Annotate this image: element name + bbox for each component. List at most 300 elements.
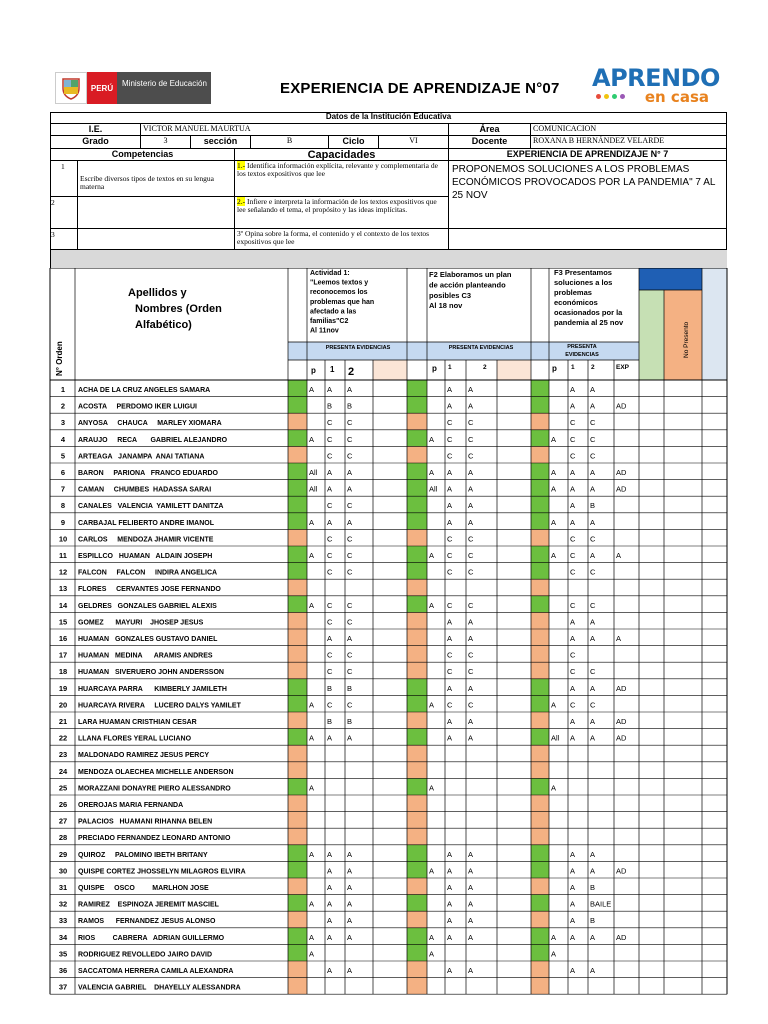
row-4-g3-0: A: [551, 434, 557, 444]
row-4-g3-2: C: [590, 434, 596, 444]
row-20-g2-2: C: [468, 700, 474, 710]
row-16-g1-1: A: [327, 634, 333, 643]
row-4-g2-1: C: [447, 434, 453, 444]
row-1-g2-2: A: [468, 385, 474, 394]
act3-evid-l2: EVIDENCIAS: [565, 352, 599, 358]
row-15-g1-2: C: [347, 617, 353, 627]
orange-cell-17-2: [407, 646, 427, 663]
row-12-g1-1: C: [327, 567, 333, 577]
nombres-header-l1: Apellidos y: [128, 287, 187, 299]
area-label: Área: [449, 124, 531, 136]
coat-of-arms-icon: [55, 72, 87, 104]
orange-cell-23-3: [531, 745, 549, 762]
row-14-g3-2: C: [590, 600, 596, 610]
ciclo-value: VI: [379, 136, 449, 149]
orange-cell-16-3: [531, 629, 549, 646]
orange-cell-36-1: [288, 961, 307, 978]
minedu-logo: [55, 72, 211, 104]
logo-line1: APRENDO: [592, 64, 720, 92]
row-30-g2-1: A: [447, 866, 453, 876]
row-30-g3-1: A: [570, 866, 576, 876]
row-22-name: LLANA FLORES YERAL LUCIANO: [78, 735, 192, 743]
act3-line-1: soluciones a los: [554, 278, 613, 287]
orange-cell-28-2: [407, 828, 427, 845]
row-17-num: 17: [58, 650, 68, 660]
row-25-num: 25: [58, 783, 68, 793]
row-28-name: PRECIADO FERNANDEZ LEONARD ANTONIO: [78, 835, 231, 843]
row-26-num: 26: [58, 800, 68, 809]
orange-cell-31-1: [288, 878, 307, 895]
comp-num-1: 1: [51, 161, 78, 197]
row-19-g3-1: A: [570, 683, 576, 693]
row-31-g2-1: A: [447, 883, 453, 892]
row-2-g2-1: A: [447, 401, 453, 411]
row-6-g2-0: A: [429, 468, 435, 477]
act3-evid-l1: PRESENTA: [567, 344, 597, 350]
act3-sub-2: 2: [591, 364, 595, 371]
row-16-g2-2: A: [468, 634, 474, 643]
row-32-g2-1: A: [447, 899, 453, 909]
row-6-g3-1: A: [570, 468, 576, 477]
orange-cell-18-2: [407, 662, 427, 679]
row-2-g3-2: A: [590, 401, 596, 411]
act3-line-2: problemas: [554, 288, 592, 297]
row-33-g1-2: A: [347, 916, 353, 926]
institution-section-title: Datos de la Institución Educativa: [51, 113, 727, 124]
row-15-g2-1: A: [447, 617, 453, 627]
row-7-g3-2: A: [590, 484, 596, 494]
row-29-g2-2: A: [468, 849, 474, 859]
act1-line-6: Al 11nov: [310, 327, 339, 335]
competencia-empty-3: [78, 229, 235, 250]
row-37-num: 37: [58, 982, 68, 992]
orange-cell-33-2: [407, 911, 427, 928]
row-20-g2-0: A: [429, 700, 435, 710]
row-33-g1-1: A: [327, 916, 333, 926]
row-11-g2-0: A: [429, 551, 435, 560]
logo-dots-icon: [596, 94, 636, 100]
row-34-g3-2: A: [590, 932, 596, 942]
orange-cell-5-1: [288, 446, 307, 463]
row-36-num: 36: [58, 966, 68, 975]
orange-cell-17-1: [288, 646, 307, 663]
separator-band: [51, 250, 727, 268]
act2-sub-2: 2: [483, 364, 487, 371]
row-9-g1-2: A: [347, 517, 353, 527]
row-32-g3-2: BAILE: [590, 899, 612, 909]
row-13-name: FLORES CERVANTES JOSE FERNANDO: [78, 586, 221, 594]
row-21-g3-3: AD: [616, 717, 627, 726]
row-3-g2-2: C: [468, 418, 474, 428]
row-34-g1-2: A: [347, 932, 353, 942]
row-27-name: PALACIOS HUAMANI RIHANNA BELEN: [78, 818, 213, 826]
act1-line-5: familias"C2: [310, 318, 349, 325]
row-5-g2-2: C: [468, 451, 474, 461]
row-4-g1-0: A: [309, 434, 315, 444]
row-36-g3-1: A: [570, 966, 576, 975]
row-18-g2-2: C: [468, 667, 474, 677]
row-7-name: CAMAN CHUMBES HADASSA SARAI: [78, 486, 212, 494]
row-14-g2-1: C: [447, 600, 453, 610]
orden-header: N° Orden: [55, 341, 64, 376]
row-18-g3-1: C: [570, 667, 576, 677]
green-band-1: [288, 380, 307, 994]
summary-blue-col: [702, 268, 727, 380]
capacidades-header: Capacidades: [235, 149, 449, 161]
row-30-g1-2: A: [347, 866, 353, 876]
row-34-g1-0: A: [309, 932, 315, 942]
row-15-name: GOMEZ MAYURI JHOSEP JESUS: [78, 619, 204, 627]
row-11-name: ESPILLCO HUAMAN ALDAIN JOSEPH: [78, 553, 213, 560]
row-22-g3-2: A: [590, 733, 596, 743]
row-5-g3-2: C: [590, 451, 596, 461]
row-8-g2-1: A: [447, 501, 453, 511]
row-4-num: 4: [60, 434, 66, 444]
act1-sub-1: 1: [330, 365, 335, 374]
row-32-g3-1: A: [570, 899, 576, 909]
row-5-g2-1: C: [447, 451, 453, 461]
row-29-g1-2: A: [347, 849, 353, 859]
orange-cell-18-3: [531, 662, 549, 679]
aprendo-en-casa-logo: [592, 64, 720, 106]
act1-sub-2: 2: [348, 366, 355, 378]
orange-cell-15-1: [288, 612, 307, 629]
area-value: COMUNICACION: [531, 124, 727, 136]
row-11-g1-2: C: [347, 551, 353, 560]
row-12-g3-2: C: [590, 567, 596, 577]
row-8-g3-1: A: [570, 501, 576, 511]
row-17-g2-1: C: [447, 650, 453, 660]
row-20-name: HUARCAYA RIVERA LUCERO DALYS YAMILET: [78, 702, 241, 710]
row-5-g3-1: C: [570, 451, 576, 461]
row-18-g2-1: C: [447, 667, 453, 677]
row-24-num: 24: [58, 766, 68, 776]
row-6-g2-1: A: [447, 468, 453, 477]
orange-cell-28-1: [288, 828, 307, 845]
row-34-g3-0: A: [551, 932, 557, 942]
act1-line-4: afectado a las: [310, 308, 357, 316]
capacidad-2-num: 2.-: [237, 197, 246, 206]
orange-cell-10-3: [531, 529, 549, 546]
act2-sub-peach: [497, 360, 531, 380]
row-14-g2-2: C: [468, 600, 474, 610]
row-11-g2-1: C: [447, 551, 453, 560]
row-11-g1-1: C: [327, 551, 333, 560]
experiencia-empty: [449, 229, 727, 250]
orange-cell-36-2: [407, 961, 427, 978]
row-16-g2-1: A: [447, 634, 453, 643]
row-35-name: RODRIGUEZ REVOLLEDO JAIRO DAVID: [78, 951, 213, 959]
row-13-num: 13: [58, 584, 68, 594]
row-35-num: 35: [58, 949, 68, 959]
summary-blue-header: [639, 268, 702, 290]
row-15-num: 15: [58, 617, 68, 627]
row-1-name: ACHA DE LA CRUZ ANGELES SAMARA: [78, 387, 211, 394]
row-2-g2-2: A: [468, 401, 474, 411]
row-7-g2-0: All: [429, 484, 438, 494]
row-11-g3-0: A: [551, 551, 557, 560]
act1-line-3: problemas que han: [310, 298, 375, 306]
row-17-g3-1: C: [570, 650, 576, 660]
row-19-g3-2: A: [590, 683, 596, 693]
row-20-g3-2: C: [590, 700, 596, 710]
row-34-g2-0: A: [429, 932, 435, 942]
row-10-g3-2: C: [590, 534, 596, 544]
act2-line-0: F2 Elaboramos un plan: [429, 270, 512, 279]
row-19-g2-1: A: [447, 683, 453, 693]
row-25-g2-0: A: [429, 783, 435, 793]
row-30-g2-2: A: [468, 866, 474, 876]
row-17-g1-2: C: [347, 650, 353, 660]
row-31-g1-1: A: [327, 883, 333, 892]
row-19-g1-1: B: [327, 683, 333, 693]
ministry-label: Ministerio de Educación: [117, 72, 211, 104]
orange-cell-15-3: [531, 612, 549, 629]
row-4-g1-2: C: [347, 434, 353, 444]
orange-cell-23-2: [407, 745, 427, 762]
row-19-g2-2: A: [468, 683, 474, 693]
competencia-empty-2: [78, 197, 235, 229]
row-7-g3-0: A: [551, 484, 557, 494]
orange-cell-37-2: [407, 978, 427, 995]
row-31-g2-2: A: [468, 883, 474, 892]
row-3-name: ANYOSA CHAUCA MARLEY XIOMARA: [78, 420, 222, 428]
row-8-g3-2: B: [590, 501, 596, 511]
row-3-g2-1: C: [447, 418, 453, 428]
row-29-g1-1: A: [327, 849, 333, 859]
row-1-g3-1: A: [570, 385, 576, 394]
act2-sub-p: p: [432, 364, 437, 373]
row-33-g3-2: B: [590, 916, 596, 926]
row-12-g3-1: C: [570, 567, 576, 577]
row-22-g1-2: A: [347, 733, 353, 743]
orange-cell-36-3: [531, 961, 549, 978]
row-31-g3-1: A: [570, 883, 576, 892]
orange-cell-24-3: [531, 762, 549, 779]
row-33-g2-2: A: [468, 916, 474, 926]
row-21-num: 21: [58, 717, 68, 726]
row-35-g3-0: A: [551, 949, 557, 959]
row-22-g3-1: A: [570, 733, 576, 743]
row-15-g3-1: A: [570, 617, 576, 627]
row-29-name: QUIROZ PALOMINO IBETH BRITANY: [78, 851, 208, 859]
row-29-g3-2: A: [590, 849, 596, 859]
orange-cell-13-2: [407, 579, 427, 596]
row-20-g1-0: A: [309, 700, 315, 710]
row-12-name: FALCON FALCON INDIRA ANGELICA: [78, 569, 218, 577]
seccion-label: sección: [191, 136, 251, 149]
row-6-name: BARON PARIONA FRANCO EDUARDO: [78, 470, 218, 477]
row-9-g3-2: A: [590, 517, 596, 527]
row-29-num: 29: [58, 849, 68, 859]
row-9-g2-1: A: [447, 517, 453, 527]
row-30-g1-1: A: [327, 866, 333, 876]
orange-cell-26-2: [407, 795, 427, 812]
row-14-g3-1: C: [570, 600, 576, 610]
orange-cell-26-1: [288, 795, 307, 812]
orange-cell-24-2: [407, 762, 427, 779]
row-32-g2-2: A: [468, 899, 474, 909]
act3-sub-exp: EXP: [616, 364, 630, 371]
row-34-num: 34: [58, 932, 68, 942]
row-2-g3-1: A: [570, 401, 576, 411]
row-11-g3-1: C: [570, 551, 576, 560]
page-title: EXPERIENCIA DE APRENDIZAJE N°07: [280, 80, 560, 97]
act2-sub-1: 1: [448, 364, 452, 371]
act2-line-1: de acción planteando: [429, 280, 506, 290]
row-1-g3-2: A: [590, 385, 596, 394]
row-2-g1-1: B: [327, 401, 333, 411]
row-5-name: ARTEAGA JANAMPA ANAI TATIANA: [78, 453, 205, 461]
summary-green-col: [639, 290, 664, 380]
row-35-g2-0: A: [429, 949, 435, 959]
orange-cell-24-1: [288, 762, 307, 779]
row-29-g3-1: A: [570, 849, 576, 859]
orange-cell-21-2: [407, 712, 427, 729]
row-5-g1-1: C: [327, 451, 333, 461]
capacidad-1: [235, 161, 449, 197]
row-33-g3-1: A: [570, 916, 576, 926]
row-19-g3-3: AD: [616, 683, 627, 693]
row-11-g3-3: A: [616, 551, 622, 560]
row-17-name: HUAMAN MEDINA ARAMIS ANDRES: [78, 652, 213, 660]
orange-cell-10-2: [407, 529, 427, 546]
seccion-value: B: [251, 136, 329, 149]
row-1-num: 1: [60, 385, 66, 394]
row-34-g3-1: A: [570, 932, 576, 942]
grado-label: Grado: [51, 136, 141, 149]
orange-cell-3-1: [288, 413, 307, 430]
row-5-num: 5: [60, 451, 66, 461]
row-15-g2-2: A: [468, 617, 474, 627]
row-19-num: 19: [58, 683, 68, 693]
row-14-name: GELDRES GONZALES GABRIEL ALEXIS: [78, 602, 217, 610]
row-20-g1-2: C: [347, 700, 353, 710]
row-20-num: 20: [58, 700, 68, 710]
row-32-name: RAMIREZ ESPINOZA JEREMIT MASCIEL: [78, 901, 219, 909]
row-31-name: QUISPE OSCO MARLHON JOSE: [78, 885, 209, 892]
row-21-g1-1: B: [327, 717, 333, 726]
row-29-g1-0: A: [309, 849, 315, 859]
orange-cell-5-3: [531, 446, 549, 463]
row-9-g3-0: A: [551, 517, 557, 527]
orange-cell-27-1: [288, 812, 307, 829]
row-36-g2-1: A: [447, 966, 453, 975]
row-6-g3-3: AD: [616, 468, 627, 477]
row-6-g2-2: A: [468, 468, 474, 477]
row-7-g3-3: AD: [616, 484, 627, 494]
nombres-header-l3: Alfabético): [135, 319, 192, 331]
row-6-g3-0: A: [551, 468, 557, 477]
row-16-g3-2: A: [590, 634, 596, 643]
row-18-num: 18: [58, 667, 68, 677]
row-7-g1-2: A: [347, 484, 353, 494]
row-31-g1-2: A: [347, 883, 353, 892]
act2-evid-label: PRESENTA EVIDENCIAS: [448, 345, 514, 351]
row-1-g1-2: A: [347, 385, 353, 394]
row-8-g1-1: C: [327, 501, 333, 511]
row-34-name: RIOS CABRERA ADRIAN GUILLERMO: [78, 934, 225, 942]
orange-cell-17-3: [531, 646, 549, 663]
row-4-g3-1: C: [570, 434, 576, 444]
row-7-g3-1: A: [570, 484, 576, 494]
orange-cell-13-3: [531, 579, 549, 596]
act1-line-0: Actividad 1:: [310, 270, 350, 277]
row-1-g2-1: A: [447, 385, 453, 394]
row-20-g1-1: C: [327, 700, 333, 710]
row-17-g2-2: C: [468, 650, 474, 660]
capacidad-1-num: 1.-: [237, 161, 246, 170]
row-36-g3-2: A: [590, 966, 596, 975]
row-32-g1-1: A: [327, 899, 333, 909]
row-5-g1-2: C: [347, 451, 353, 461]
row-4-g2-2: C: [468, 434, 474, 444]
orange-cell-13-1: [288, 579, 307, 596]
row-22-g1-1: A: [327, 733, 333, 743]
act3-line-0: F3 Presentamos: [554, 268, 612, 277]
row-11-g3-2: A: [590, 551, 596, 560]
act3-line-3: económicos: [554, 298, 598, 307]
row-30-g2-0: A: [429, 866, 435, 876]
row-30-num: 30: [58, 866, 68, 876]
row-32-num: 32: [58, 899, 68, 909]
orange-cell-16-2: [407, 629, 427, 646]
grado-value: 3: [141, 136, 191, 149]
row-22-g2-1: A: [447, 733, 453, 743]
row-10-num: 10: [58, 534, 68, 544]
row-20-g3-1: C: [570, 700, 576, 710]
row-24-name: MENDOZA OLAECHEA MICHELLE ANDERSON: [78, 768, 234, 776]
orange-cell-31-2: [407, 878, 427, 895]
orange-cell-21-1: [288, 712, 307, 729]
no-presento-label: No Presento: [683, 321, 690, 358]
row-6-g1-2: A: [347, 468, 353, 477]
act3-line-4: ocasionados por la: [554, 308, 623, 317]
row-12-g2-1: C: [447, 567, 453, 577]
row-18-name: HUAMAN SIVERUERO JOHN ANDERSSON: [78, 669, 224, 677]
row-22-g3-0: All: [551, 733, 560, 743]
row-34-g3-3: AD: [616, 932, 627, 942]
competencia-text: Escribe diversos tipos de textos en su lengua materna: [78, 161, 235, 197]
row-28-num: 28: [58, 833, 68, 843]
row-9-g3-1: A: [570, 517, 576, 527]
row-19-name: HUARCAYA PARRA KIMBERLY JAMILETH: [78, 685, 227, 693]
row-31-num: 31: [58, 883, 68, 892]
row-21-g3-2: A: [590, 717, 596, 726]
row-14-g1-2: C: [347, 600, 353, 610]
row-25-g1-0: A: [309, 783, 315, 793]
ie-value: VICTOR MANUEL MAURTUA: [141, 124, 449, 136]
row-10-name: CARLOS MENDOZA JHAMIR VICENTE: [78, 536, 214, 544]
orange-cell-3-2: [407, 413, 427, 430]
orange-cell-28-3: [531, 828, 549, 845]
row-20-g2-1: C: [447, 700, 453, 710]
row-14-num: 14: [58, 600, 68, 610]
row-12-g2-2: C: [468, 567, 474, 577]
row-33-name: RAMOS FERNANDEZ JESUS ALONSO: [78, 918, 216, 926]
row-3-g1-2: C: [347, 418, 353, 428]
orange-cell-15-2: [407, 612, 427, 629]
orange-cell-27-2: [407, 812, 427, 829]
orange-cell-26-3: [531, 795, 549, 812]
row-21-g1-2: B: [347, 717, 353, 726]
row-31-g3-2: B: [590, 883, 596, 892]
row-37-name: VALENCIA GABRIEL DHAYELLY ALESSANDRA: [78, 984, 241, 992]
row-36-g1-2: A: [347, 966, 353, 975]
row-19-g1-2: B: [347, 683, 353, 693]
row-36-g1-1: A: [327, 966, 333, 975]
experiencia-text: PROPONEMOS SOLUCIONES A LOS PROBLEMAS ECONÓMICOS PROVOCADOS POR LA PANDEMIA" 7 AL 25 NOV: [449, 161, 727, 229]
